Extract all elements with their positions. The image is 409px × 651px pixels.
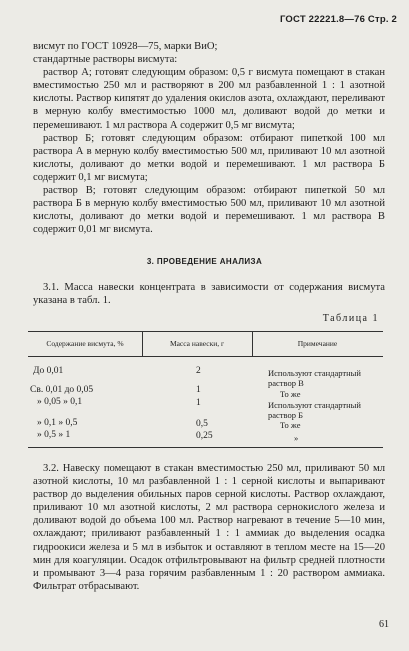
table-cell-content: » 0,05 » 0,1	[37, 397, 83, 407]
reagents-section	[33, 40, 385, 236]
table-cell-note: Используют стандартный раствор В	[268, 368, 361, 388]
table-cell-mass: 0,5	[196, 419, 208, 429]
table-header-content: Содержание висмута, %	[46, 339, 124, 348]
table-cell-note: То же	[280, 389, 301, 399]
table-cell-content: До 0,01	[33, 366, 64, 376]
page-number: 61	[379, 619, 389, 630]
table-cell-note: То же	[280, 420, 301, 430]
table-header-mass: Масса навески, г	[169, 339, 225, 348]
table-bottom-rule	[28, 447, 383, 448]
page-header: ГОСТ 22221.8—76 Стр. 2	[279, 14, 397, 25]
table-cell-note: Используют стандартный раствор Б	[268, 400, 361, 420]
paragraph-3-2: 3.2. Навеску помещают в стакан вместимостью 250 мл, приливают 50 мл азотной кислоты, 10 мл разбавленной 1 : 1 серной кислоты и выпаривают раствор до выделения обильных паров серной кислоты. Раствор охлаждают, приливают 10 мл азотной кислоты, 2 мл раствора сернокислого железа и доливают водой до объема 100 мл. Раствор нагревают в течение 5—10 мин, охлаждают; приливают разбавленный 1 : 1 аммиак до выделения осадка гидроокиси железа и 5 мл в избыток и оставляют в теплом месте на 15—20 мин для коагуляции. Осадок отфильтровывают на фильтр средней плотности и промывают 3—4 раза горячим разбавленным 1 : 20 раствором аммиака. Фильтрат отбрасывают.	[33, 463, 385, 592]
solution-b-paragraph: раствор Б; готовят следующим образом: отбирают пипеткой 100 мл раствора А в мерную колбу вместимостью 500 мл, приливают 10 мл азотной кислоты, доливают до метки водой и перемешивают. 1 мл раствора Б содержит 0,1 мг висмута;	[33, 132, 385, 183]
table-cell-mass: 1	[196, 398, 201, 408]
solution-c-paragraph: раствор В; готовят следующим образом: отбирают пипеткой 50 мл раствора Б в мерную колбу вместимостью 500 мл, приливают 10 мл азотной кислоты, доливают до метки водой и перемешивают. 1 мл раствора В содержит 0,01 мг висмута.	[33, 185, 385, 236]
table-cell-note: »	[294, 433, 299, 443]
table-cell-mass: 0,25	[196, 431, 213, 441]
section-title: 3. ПРОВЕДЕНИЕ АНАЛИЗА	[146, 257, 263, 266]
reagent-line: стандартные растворы висмута:	[33, 54, 178, 66]
table-header-rule	[28, 356, 383, 357]
table-cell-content: Св. 0,01 до 0,05	[30, 385, 94, 395]
reagent-line: висмут по ГОСТ 10928—75, марки ВиО;	[33, 41, 218, 52]
table-top-rule	[28, 331, 383, 332]
table-cell-content: » 0,5 » 1	[37, 430, 71, 440]
table-caption: Таблица 1	[322, 313, 379, 324]
table-header-note: Примечание	[297, 339, 338, 348]
table-cell-content: » 0,1 » 0,5	[37, 418, 78, 428]
solution-a-paragraph: раствор А; готовят следующим образом: 0,5 г висмута помещают в стакан вместимостью 250 мл и растворяют в 200 мл разбавленной 1 : 1 азотной кислоты. Раствор кипятят до удаления окислов азота, охлаждают, переливают в мерную колбу вместимостью 1000 мл, доливают водой до метки и перемешивают. 1 мл раствора А содержит 0,5 мг висмута;	[33, 67, 385, 131]
table-cell-mass: 1	[196, 385, 201, 395]
paragraph-3-1: 3.1. Масса навески концентрата в зависимости от содержания висмута указана в табл. 1.	[33, 282, 385, 307]
table-cell-mass: 2	[196, 366, 201, 376]
